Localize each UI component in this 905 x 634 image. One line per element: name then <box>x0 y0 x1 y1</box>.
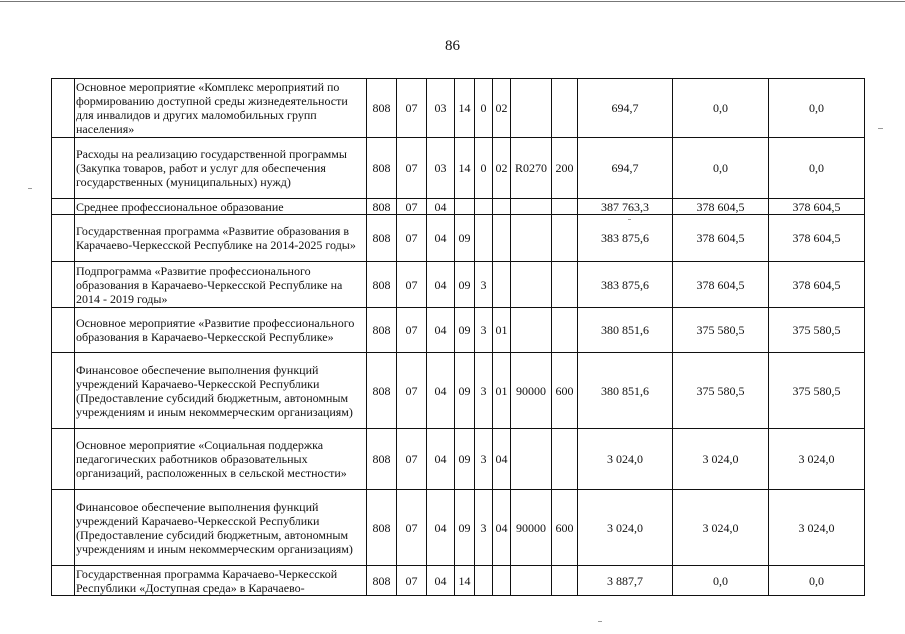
program-code-cell: 09 <box>455 429 475 490</box>
subsection-code-cell: 04 <box>427 566 455 596</box>
section-code-cell: 07 <box>397 199 427 215</box>
direction-code-cell <box>511 308 552 353</box>
expense-type-code-cell <box>552 262 578 308</box>
main-activity-code-cell: 02 <box>493 138 511 199</box>
blank-cell <box>52 79 75 138</box>
section-code-cell: 07 <box>397 79 427 138</box>
amount-year3-cell: 378 604,5 <box>769 199 865 215</box>
program-code-cell: 09 <box>455 353 475 429</box>
section-code-cell: 07 <box>397 429 427 490</box>
subprogram-code-cell: 3 <box>475 308 493 353</box>
section-code-cell: 07 <box>397 490 427 566</box>
blank-cell <box>52 353 75 429</box>
table-row <box>52 79 865 138</box>
direction-code-cell: R0270 <box>511 138 552 199</box>
table-row <box>52 215 865 262</box>
main-activity-code-cell: 04 <box>493 490 511 566</box>
subsection-code-cell: 04 <box>427 262 455 308</box>
direction-code-cell: 90000 <box>511 490 552 566</box>
main-activity-code-cell: 02 <box>493 79 511 138</box>
blank-cell <box>52 199 75 215</box>
program-code-cell: 14 <box>455 79 475 138</box>
ved-code-cell: 808 <box>367 79 397 138</box>
amount-year3-cell: 3 024,0 <box>769 490 865 566</box>
amount-year3-cell: 375 580,5 <box>769 353 865 429</box>
program-code-cell: 09 <box>455 262 475 308</box>
ved-code-cell: 808 <box>367 490 397 566</box>
program-code-cell: 14 <box>455 138 475 199</box>
main-activity-code-cell: 01 <box>493 308 511 353</box>
expense-type-code-cell <box>552 429 578 490</box>
amount-year1-cell: 3 024,0 <box>578 490 673 566</box>
blank-cell <box>52 566 75 596</box>
ved-code-cell: 808 <box>367 308 397 353</box>
main-activity-code-cell <box>493 199 511 215</box>
subsection-code-cell: 04 <box>427 215 455 262</box>
item-name-cell: Расходы на реализацию государственной программы (Закупка товаров, работ и услуг для обеспечения государственных (муниципальных) нужд) <box>75 138 367 199</box>
top-edge-line <box>0 1 905 2</box>
page-number: 86 <box>445 38 460 54</box>
subsection-code-cell: 04 <box>427 490 455 566</box>
amount-year1-cell: 380 851,6 <box>578 353 673 429</box>
direction-code-cell <box>511 262 552 308</box>
item-name-cell: Основное мероприятие «Развитие профессионального образования в Карачаево-Черкесской Республике» <box>75 308 367 353</box>
subsection-code-cell: 03 <box>427 138 455 199</box>
scan-mark <box>628 219 631 220</box>
item-name-cell: Основное мероприятие «Комплекс мероприятий по формированию доступной среды жизнедеятельности для инвалидов и других маломобильных групп населения» <box>75 79 367 138</box>
direction-code-cell <box>511 199 552 215</box>
subprogram-code-cell: 0 <box>475 138 493 199</box>
subsection-code-cell: 04 <box>427 429 455 490</box>
amount-year1-cell: 694,7 <box>578 79 673 138</box>
expense-type-code-cell: 600 <box>552 353 578 429</box>
amount-year1-cell: 694,7 <box>578 138 673 199</box>
table-body <box>52 79 865 596</box>
item-name-cell: Финансовое обеспечение выполнения функций учреждений Карачаево-Черкесской Республики (Предоставление субсидий бюджетным, автономным учреждениям и иным некоммерческим организациям) <box>75 353 367 429</box>
main-activity-code-cell <box>493 215 511 262</box>
subprogram-code-cell <box>475 199 493 215</box>
section-code-cell: 07 <box>397 262 427 308</box>
expense-type-code-cell: 600 <box>552 490 578 566</box>
program-code-cell: 09 <box>455 308 475 353</box>
section-code-cell: 07 <box>397 353 427 429</box>
amount-year2-cell: 0,0 <box>673 138 769 199</box>
blank-cell <box>52 490 75 566</box>
table-row <box>52 199 865 215</box>
ved-code-cell: 808 <box>367 353 397 429</box>
program-code-cell: 14 <box>455 566 475 596</box>
subsection-code-cell: 04 <box>427 353 455 429</box>
section-code-cell: 07 <box>397 566 427 596</box>
budget-table <box>51 78 865 596</box>
subprogram-code-cell <box>475 215 493 262</box>
ved-code-cell: 808 <box>367 262 397 308</box>
subprogram-code-cell: 3 <box>475 429 493 490</box>
program-code-cell <box>455 199 475 215</box>
amount-year1-cell: 3 887,7 <box>578 566 673 596</box>
scan-mark <box>878 128 883 129</box>
amount-year2-cell: 378 604,5 <box>673 262 769 308</box>
amount-year3-cell: 0,0 <box>769 566 865 596</box>
table-row <box>52 429 865 490</box>
amount-year2-cell: 0,0 <box>673 79 769 138</box>
item-name-cell: Подпрограмма «Развитие профессионального образования в Карачаево-Черкесской Республике на 2014 - 2019 годы» <box>75 262 367 308</box>
amount-year3-cell: 378 604,5 <box>769 262 865 308</box>
main-activity-code-cell: 01 <box>493 353 511 429</box>
expense-type-code-cell <box>552 308 578 353</box>
amount-year2-cell: 3 024,0 <box>673 490 769 566</box>
table-row <box>52 566 865 596</box>
expense-type-code-cell <box>552 79 578 138</box>
ved-code-cell: 808 <box>367 566 397 596</box>
amount-year1-cell: 3 024,0 <box>578 429 673 490</box>
expense-type-code-cell: 200 <box>552 138 578 199</box>
item-name-cell: Государственная программа Карачаево-Черкесской Республики «Доступная среда» в Карачаево- <box>75 566 367 596</box>
blank-cell <box>52 308 75 353</box>
amount-year2-cell: 375 580,5 <box>673 308 769 353</box>
direction-code-cell <box>511 566 552 596</box>
subsection-code-cell: 04 <box>427 308 455 353</box>
expense-type-code-cell <box>552 199 578 215</box>
expense-type-code-cell <box>552 215 578 262</box>
blank-cell <box>52 215 75 262</box>
amount-year1-cell: 380 851,6 <box>578 308 673 353</box>
amount-year1-cell: 383 875,6 <box>578 215 673 262</box>
direction-code-cell <box>511 215 552 262</box>
program-code-cell: 09 <box>455 215 475 262</box>
table-row <box>52 138 865 199</box>
table-row <box>52 353 865 429</box>
amount-year1-cell: 387 763,3 <box>578 199 673 215</box>
section-code-cell: 07 <box>397 138 427 199</box>
direction-code-cell <box>511 429 552 490</box>
amount-year3-cell: 378 604,5 <box>769 215 865 262</box>
amount-year3-cell: 0,0 <box>769 79 865 138</box>
amount-year2-cell: 0,0 <box>673 566 769 596</box>
amount-year3-cell: 375 580,5 <box>769 308 865 353</box>
subprogram-code-cell: 3 <box>475 262 493 308</box>
blank-cell <box>52 262 75 308</box>
main-activity-code-cell: 04 <box>493 429 511 490</box>
amount-year1-cell: 383 875,6 <box>578 262 673 308</box>
scan-mark <box>28 188 32 189</box>
scan-mark <box>598 621 602 622</box>
section-code-cell: 07 <box>397 308 427 353</box>
ved-code-cell: 808 <box>367 138 397 199</box>
direction-code-cell: 90000 <box>511 353 552 429</box>
subsection-code-cell: 04 <box>427 199 455 215</box>
program-code-cell: 09 <box>455 490 475 566</box>
subprogram-code-cell: 3 <box>475 490 493 566</box>
blank-cell <box>52 429 75 490</box>
amount-year2-cell: 378 604,5 <box>673 199 769 215</box>
main-activity-code-cell <box>493 566 511 596</box>
item-name-cell: Государственная программа «Развитие образования в Карачаево-Черкесской Республике на 2014-2025 годы» <box>75 215 367 262</box>
blank-cell <box>52 138 75 199</box>
ved-code-cell: 808 <box>367 215 397 262</box>
amount-year2-cell: 3 024,0 <box>673 429 769 490</box>
direction-code-cell <box>511 79 552 138</box>
amount-year3-cell: 0,0 <box>769 138 865 199</box>
ved-code-cell: 808 <box>367 429 397 490</box>
item-name-cell: Финансовое обеспечение выполнения функций учреждений Карачаево-Черкесской Республики (Предоставление субсидий бюджетным, автономным учреждениям и иным некоммерческим организациям) <box>75 490 367 566</box>
amount-year2-cell: 375 580,5 <box>673 353 769 429</box>
table-row <box>52 308 865 353</box>
subsection-code-cell: 03 <box>427 79 455 138</box>
expense-type-code-cell <box>552 566 578 596</box>
item-name-cell: Основное мероприятие «Социальная поддержка педагогических работников образовательных организаций, расположенных в сельской местности» <box>75 429 367 490</box>
main-activity-code-cell <box>493 262 511 308</box>
item-name-cell: Среднее профессиональное образование <box>75 199 367 215</box>
amount-year3-cell: 3 024,0 <box>769 429 865 490</box>
subprogram-code-cell: 0 <box>475 79 493 138</box>
table-row <box>52 262 865 308</box>
subprogram-code-cell: 3 <box>475 353 493 429</box>
subprogram-code-cell <box>475 566 493 596</box>
section-code-cell: 07 <box>397 215 427 262</box>
table-row <box>52 490 865 566</box>
ved-code-cell: 808 <box>367 199 397 215</box>
amount-year2-cell: 378 604,5 <box>673 215 769 262</box>
